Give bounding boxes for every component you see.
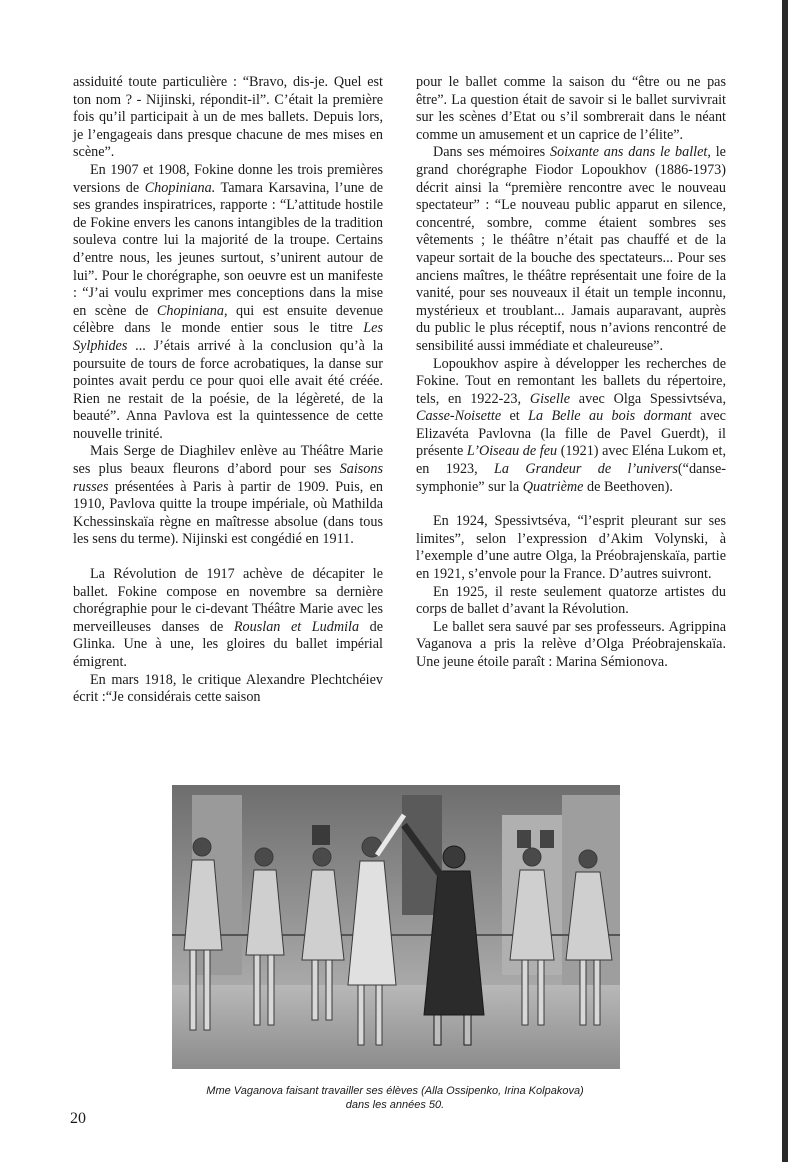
photo-caption — [150, 1084, 640, 1112]
left-text-column — [73, 74, 383, 707]
paragraph — [416, 74, 726, 144]
italic-title: Chopiniana. — [144, 179, 216, 196]
italic-title: Giselle — [529, 390, 571, 407]
paragraph — [416, 619, 726, 672]
right-text-column — [416, 74, 726, 672]
text-run: En mars 1918, le critique Alexandre Plechtchéiev écrit :“Je considérais cette saison — [73, 671, 383, 706]
photo-illustration — [172, 785, 620, 1069]
text-run: (1921) avec Eléna Lukom et, en 1923, — [416, 443, 726, 478]
italic-title: Rouslan et Ludmila — [233, 618, 360, 635]
text-run: présentées à Paris à partir de 1909. Puis, en 1910, Pavlova quitte la troupe impériale, où Mathilda Kchessinskaïa règne en maîtresse absolue (dans tous les sens du terme). Nijinski est congédié en 1911. — [73, 478, 383, 548]
paragraph — [416, 356, 726, 497]
italic-title: Saisons russes — [73, 461, 383, 495]
text-run: de Beethoven). — [583, 478, 673, 495]
italic-title: La Belle au bois dormant — [528, 408, 692, 425]
text-run: Mais Serge de Diaghilev enlève au Théâtre Marie ses plus beaux fleurons d’abord pour ses — [73, 443, 383, 478]
text-run: La Révolution de 1917 achève de décapiter le ballet. Fokine compose en novembre sa dernière chorégraphie pour le ci-devant Théâtre Marie avec les merveilleuses danses de — [73, 566, 383, 635]
paragraph — [416, 584, 726, 619]
text-run: Dans ses mémoires — [433, 144, 551, 161]
text-run: , le grand chorégraphe Fiodor Lopoukhov (1886-1973) décrit ainsi la “première rencontre avec le nouveau spectateur” : “Le nouveau public apparut en silence, concentré, sombre, comme étaient sombres ses vêtements ; le théâtre n’était pas chauffé et de la vapeur sortait de la bouche des spectateurs... Pour ses anciens maîtres, le théâtre représentait une foire de la vanité, pour ses nouveaux il était un temple inconnu, mystérieux et troublant... Jamais auparavant, auprès du public le plus réceptif, nous n’avions rencontré de sensibilité aussi immédiate et chaleureuse”. — [416, 144, 726, 354]
paragraph — [73, 672, 383, 707]
paragraph — [416, 144, 726, 355]
text-run: ... J’étais arrivé à la conclusion qu’à la poursuite de tours de force acrobatiques, la danse sur pointes avait perdu ce pour quoi elle avait été créée. Rien ne restait de la poésie, de la légèreté, de la beauté”. Anna Pavlova est la quintessence de cette nouvelle trinité. — [73, 337, 383, 442]
page-edge-shadow — [782, 0, 788, 1162]
text-run: de Glinka. Une à une, les gloires du ballet impérial émigrent. — [73, 618, 383, 670]
text-run: En 1907 et 1908, Fokine donne les trois premières versions de — [73, 161, 383, 196]
text-run: Tamara Karsavina, l’une de ses grandes inspiratrices, rapporte : “L’attitude hostile de Fokine envers les canons intangibles de la tradition souleva contre lui la majorité de la troupe. Certains d’entre nous, les jeunes surtout, s’unirent autour de lui”. Pour le chorégraphe, son oeuvre est un manifeste : “J’ai voulu exprimer mes conceptions dans la mise en scène de — [73, 179, 384, 319]
text-run: En 1924, Spessivtséva, “l’esprit pleurant sur ses limites”, selon l’expression d’Akim Volynski, à l’exemple d’une autre Olga, la Préobrajenskaïa, partie en 1921, s’envole pour la France. D’autres suivront. — [416, 513, 726, 583]
text-run: pour le ballet comme la saison du “être ou ne pas être”. La question était de savoir si le ballet survivrait sur les scènes d’Etat ou s’il sombrerait dans le néant comme un amusement et un caprice de l’élite”. — [416, 74, 726, 143]
text-run: En 1925, il reste seulement quatorze artistes du corps de ballet d’avant la Révolution. — [416, 583, 726, 618]
text-run: et — [501, 408, 529, 425]
caption-line-1: Mme Vaganova faisant travailler ses élèves (Alla Ossipenko, Irina Kolpakova) — [206, 1085, 584, 1097]
page-number: 20 — [70, 1110, 86, 1127]
text-run: avec Elizavéta Pavlovna (la fille de Pavel Guerdt), il présente — [416, 408, 726, 460]
italic-title: Les Sylphides — [73, 320, 383, 354]
text-run: (“danse-symphonie” sur la — [416, 461, 726, 495]
paragraph — [73, 162, 383, 444]
italic-title: La Grandeur de l’univers — [494, 461, 678, 478]
text-run: , qui est ensuite devenue célèbre dans le monde entier sous le titre — [73, 302, 383, 337]
paragraph — [73, 566, 383, 672]
italic-title: Casse-Noisette — [416, 408, 502, 425]
text-run: assiduité toute particulière : “Bravo, dis-je. Quel est ton nom ? - Nijinski, répondit-il”. C’était la première fois qu’il participait à un de mes ballets. Depuis lors, je l’engageais dans presque chacune de mes mises en scène”. — [73, 74, 383, 161]
italic-title: L’Oiseau de feu — [466, 443, 558, 460]
paragraph — [416, 513, 726, 583]
italic-title: Soixante ans dans le ballet — [550, 144, 708, 161]
text-run: Lopoukhov aspire à développer les recherches de Fokine. Tout en remontant les ballets du répertoire, tels, en 1922-23, — [416, 355, 726, 407]
text-run: avec Olga Spessivtséva, — [570, 390, 726, 407]
caption-line-2: dans les années 50. — [345, 1099, 445, 1111]
italic-title: Quatrième — [522, 478, 584, 495]
ballet-class-photograph — [172, 785, 620, 1069]
paragraph — [73, 443, 383, 549]
text-run: Le ballet sera sauvé par ses professeurs. Agrippina Vaganova a pris la relève d’Olga Préobrajenskaïa. Une jeune étoile paraît : Marina Sémionova. — [416, 618, 726, 670]
paragraph — [73, 74, 383, 162]
italic-title: Chopiniana — [156, 302, 224, 319]
